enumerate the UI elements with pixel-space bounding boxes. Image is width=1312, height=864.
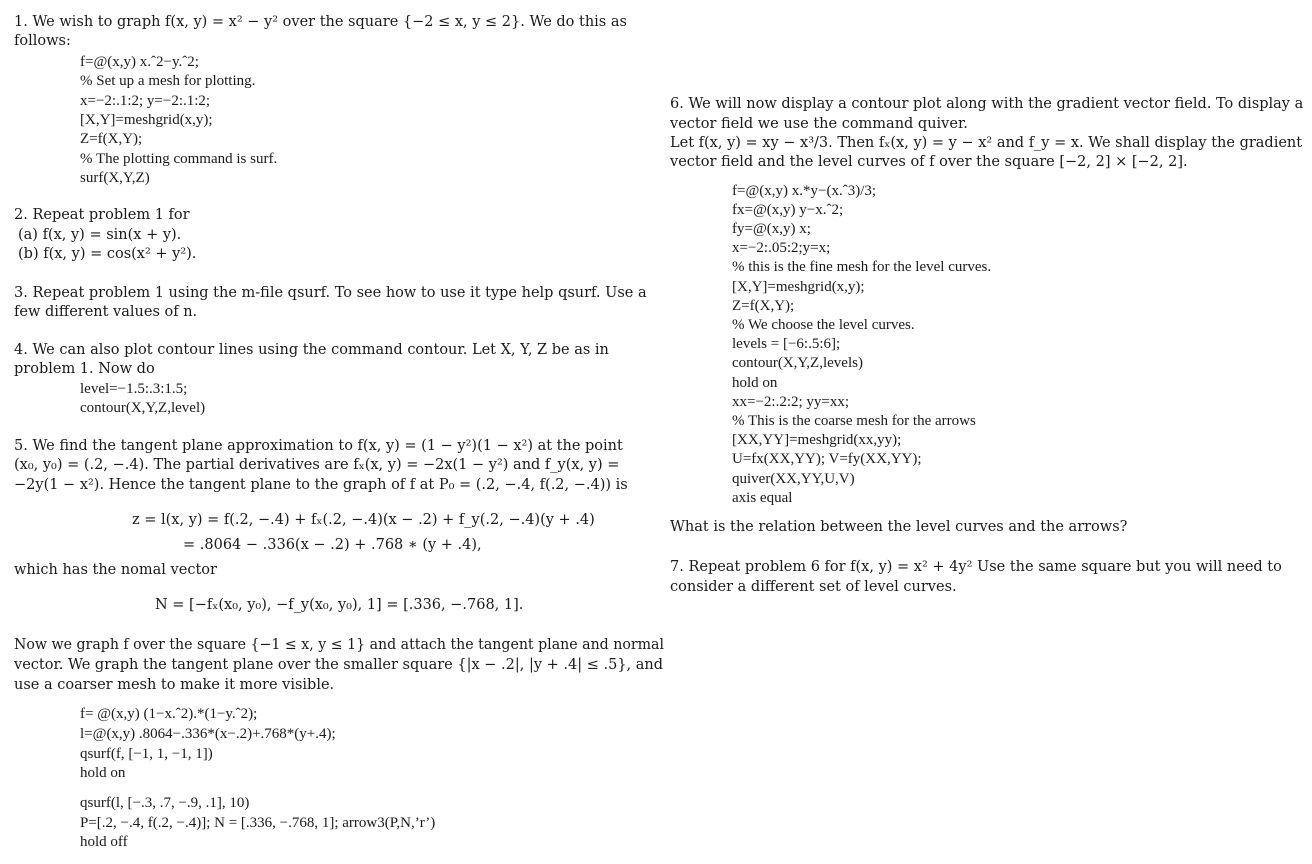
p6-code-line: hold on: [732, 375, 778, 391]
p6-code-line: xx=−2:.2:2; yy=xx;: [732, 394, 850, 410]
p5-code-line: f= @(x,y) (1−x.ˆ2).*(1−y.ˆ2);: [80, 706, 258, 722]
p6-code-line: % We choose the level curves.: [732, 317, 915, 333]
p5-line-3: −2y(1 − x²). Hence the tangent plane to the graph of f at P₀ = (.2, −.4, f(.2, −.4)) is: [14, 477, 628, 493]
p6-code-line: levels = [−6:.5:6];: [732, 336, 841, 352]
p3-line-2: few different values of n.: [14, 304, 198, 320]
p5-code-line: l=@(x,y) .8064−.336*(x−.2)+.768*(y+.4);: [80, 726, 336, 742]
p4-code-line: contour(X,Y,Z,level): [80, 400, 206, 416]
p5-code-line: hold off: [80, 834, 128, 850]
p4-code-line: level=−1.5:.3:1.5;: [80, 381, 188, 397]
p4-line-1: 4. We can also plot contour lines using the command contour. Let X, Y, Z be as in: [14, 342, 609, 358]
p1-code-line: % Set up a mesh for plotting.: [80, 73, 256, 89]
p6-line-3: Let f(x, y) = xy − x³/3. Then fₓ(x, y) = y − x² and f_y = x. We shall display the gradient: [670, 135, 1303, 151]
p6-line-1: 6. We will now display a contour plot along with the gradient vector field. To display a: [670, 96, 1304, 112]
p6-code-line: [X,Y]=meshgrid(x,y);: [732, 279, 865, 295]
p6-code-line: Z=f(X,Y);: [732, 298, 795, 314]
p5-line-5: Now we graph f over the square {−1 ≤ x, y ≤ 1} and attach the tangent plane and normal: [14, 637, 665, 653]
p1-code-line: % The plotting command is surf.: [80, 151, 278, 167]
p7-line-1: 7. Repeat problem 6 for f(x, y) = x² + 4y² Use the same square but you will need to: [670, 559, 1282, 575]
p5-equation-1: z = l(x, y) = f(.2, −.4) + fₓ(.2, −.4)(x − .2) + f_y(.2, −.4)(y + .4): [132, 512, 595, 528]
p5-line-2: (x₀, y₀) = (.2, −.4). The partial derivatives are fₓ(x, y) = −2x(1 − y²) and f_y(x, y) =: [14, 457, 620, 473]
p2-part-a: (a) f(x, y) = sin(x + y).: [18, 227, 182, 243]
p7-line-2: consider a different set of level curves.: [670, 579, 957, 595]
p2-line-1: 2. Repeat problem 1 for: [14, 207, 190, 223]
p6-code-line: % This is the coarse mesh for the arrows: [732, 413, 976, 429]
p6-code-line: contour(X,Y,Z,levels): [732, 355, 863, 371]
p5-code-line: qsurf(f, [−1, 1, −1, 1]): [80, 746, 213, 762]
p5-code-line: hold on: [80, 765, 126, 781]
p1-code-line: x=−2:.1:2; y=−2:.1:2;: [80, 93, 211, 109]
p6-code-line: f=@(x,y) x.*y−(x.ˆ3)/3;: [732, 183, 877, 199]
p5-normal-vector-equation: N = [−fₓ(x₀, y₀), −f_y(x₀, y₀), 1] = [.336, −.768, 1].: [155, 597, 524, 613]
p1-line-2: follows:: [14, 33, 71, 49]
p5-line-1: 5. We find the tangent plane approximation to f(x, y) = (1 − y²)(1 − x²) at the point: [14, 438, 623, 454]
p5-code-line: P=[.2, −.4, f(.2, −.4)]; N = [.336, −.768, 1]; arrow3(P,N,’r’): [80, 815, 436, 831]
p6-line-4: vector field and the level curves of f over the square [−2, 2] × [−2, 2].: [670, 154, 1188, 170]
p5-line-7: use a coarser mesh to make it more visible.: [14, 677, 335, 693]
p6-code-line: x=−2:.05:2;y=x;: [732, 240, 831, 256]
p1-code-line: f=@(x,y) x.ˆ2−y.ˆ2;: [80, 54, 199, 70]
p5-code-line: qsurf(l, [−.3, .7, −.9, .1], 10): [80, 795, 250, 811]
p6-question: What is the relation between the level curves and the arrows?: [670, 519, 1128, 535]
p2-part-b: (b) f(x, y) = cos(x² + y²).: [18, 246, 197, 262]
p6-code-line: U=fx(XX,YY); V=fy(XX,YY);: [732, 451, 922, 467]
p5-line-4: which has the nomal vector: [14, 562, 217, 578]
p1-code-line: [X,Y]=meshgrid(x,y);: [80, 112, 213, 128]
p6-code-line: quiver(XX,YY,U,V): [732, 471, 855, 487]
p6-code-line: axis equal: [732, 490, 793, 506]
p3-line-1: 3. Repeat problem 1 using the m-file qsurf. To see how to use it type help qsurf. Use a: [14, 285, 647, 301]
p1-code-line: Z=f(X,Y);: [80, 131, 143, 147]
p5-line-6: vector. We graph the tangent plane over the smaller square {|x − .2|, |y + .4| ≤ .5}, and: [14, 657, 664, 673]
p6-code-line: [XX,YY]=meshgrid(xx,yy);: [732, 432, 902, 448]
p6-line-2: vector field we use the command quiver.: [670, 116, 968, 132]
p5-equation-2: = .8064 − .336(x − .2) + .768 ∗ (y + .4),: [183, 537, 482, 553]
p6-code-line: fx=@(x,y) y−x.ˆ2;: [732, 202, 844, 218]
p4-line-2: problem 1. Now do: [14, 361, 155, 377]
p1-line-1: 1. We wish to graph f(x, y) = x² − y² over the square {−2 ≤ x, y ≤ 2}. We do this as: [14, 14, 627, 30]
p1-code-line: surf(X,Y,Z): [80, 170, 150, 186]
p6-code-line: % this is the fine mesh for the level curves.: [732, 259, 992, 275]
p6-code-line: fy=@(x,y) x;: [732, 221, 811, 237]
